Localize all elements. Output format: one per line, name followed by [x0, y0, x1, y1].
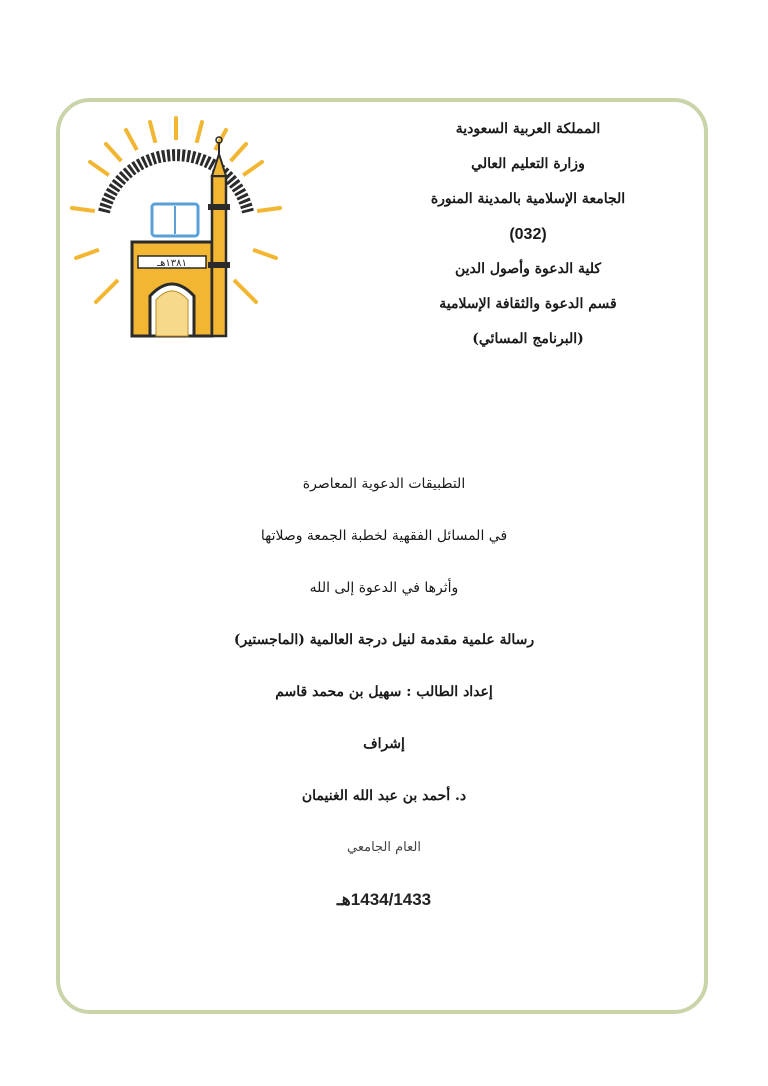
academic-year-label: العام الجامعي	[347, 840, 421, 855]
student-name: إعداد الطالب : سهيل بن محمد قاسم	[275, 684, 493, 700]
university-logo	[66, 112, 286, 340]
supervisor-name: د. أحمد بن عبد الله الغنيمان	[301, 788, 467, 804]
institution-header	[378, 112, 678, 357]
university-emblem-icon	[66, 112, 286, 340]
header-department: قسم الدعوة والثقافة الإسلامية	[439, 296, 617, 312]
svg-text:١٣٨١هـ: ١٣٨١هـ	[157, 258, 187, 269]
title-line-3: وأثرها في الدعوة إلى الله	[309, 580, 459, 596]
header-university: الجامعة الإسلامية بالمدينة المنورة	[430, 191, 626, 207]
header-code: (032)	[509, 226, 547, 243]
supervision-label: إشراف	[363, 736, 405, 752]
header-country: المملكة العربية السعودية	[455, 121, 601, 137]
title-line-2: في المسائل الفقهية لخطبة الجمعة وصلاتها	[260, 528, 508, 544]
thesis-degree: رسالة علمية مقدمة لنيل درجة العالمية (الماجستير)	[233, 632, 535, 648]
header-ministry: وزارة التعليم العالي	[471, 156, 585, 172]
header-program: (البرنامج المسائي)	[472, 331, 584, 347]
title-block	[150, 458, 618, 926]
title-line-1: التطبيقات الدعوية المعاصرة	[302, 476, 466, 492]
header-college: كلية الدعوة وأصول الدين	[454, 261, 602, 277]
academic-year: 1434/1433هـ	[336, 890, 432, 909]
